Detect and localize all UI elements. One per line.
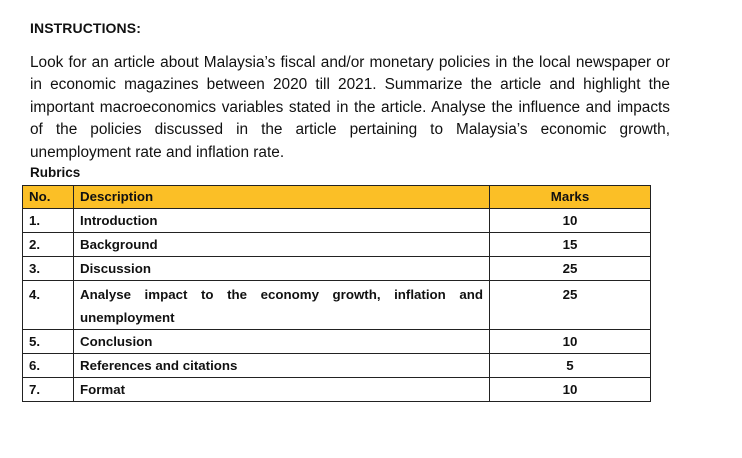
row-no: 4. (23, 281, 74, 330)
row-description: Conclusion (74, 330, 490, 354)
row-marks: 15 (490, 233, 651, 257)
rubrics-table (22, 185, 651, 402)
row-marks: 10 (490, 378, 651, 402)
row-marks: 10 (490, 209, 651, 233)
column-header-marks: Marks (490, 186, 651, 209)
row-marks: 25 (490, 281, 651, 330)
table-row (23, 330, 651, 354)
row-description: Introduction (74, 209, 490, 233)
row-marks: 25 (490, 257, 651, 281)
table-row (23, 209, 651, 233)
row-no: 1. (23, 209, 74, 233)
column-header-no: No. (23, 186, 74, 209)
table-row (23, 257, 651, 281)
table-header-row (23, 186, 651, 209)
column-header-description: Description (74, 186, 490, 209)
table-row (23, 378, 651, 402)
row-no: 7. (23, 378, 74, 402)
rubrics-label: Rubrics (30, 165, 81, 180)
table-row (23, 233, 651, 257)
row-no: 2. (23, 233, 74, 257)
row-description: Analyse impact to the economy growth, inflation and unemployment (74, 281, 490, 330)
row-no: 6. (23, 354, 74, 378)
row-marks: 10 (490, 330, 651, 354)
instructions-heading: INSTRUCTIONS: (30, 20, 141, 36)
row-description: References and citations (74, 354, 490, 378)
row-description: Background (74, 233, 490, 257)
table-row (23, 354, 651, 378)
table-row (23, 281, 651, 330)
row-description: Format (74, 378, 490, 402)
row-no: 5. (23, 330, 74, 354)
row-description: Discussion (74, 257, 490, 281)
row-marks: 5 (490, 354, 651, 378)
instructions-text: Look for an article about Malaysia’s fiscal and/or monetary policies in the local newspaper or in economic magazines between 2020 till 2021. Summarize the article and highlight the important macroeconomics variables stated in the article. Analyse the influence and impacts of the policies discussed in the article pertaining to Malaysia’s economic growth, unemployment rate and inflation rate. (30, 54, 670, 161)
row-no: 3. (23, 257, 74, 281)
